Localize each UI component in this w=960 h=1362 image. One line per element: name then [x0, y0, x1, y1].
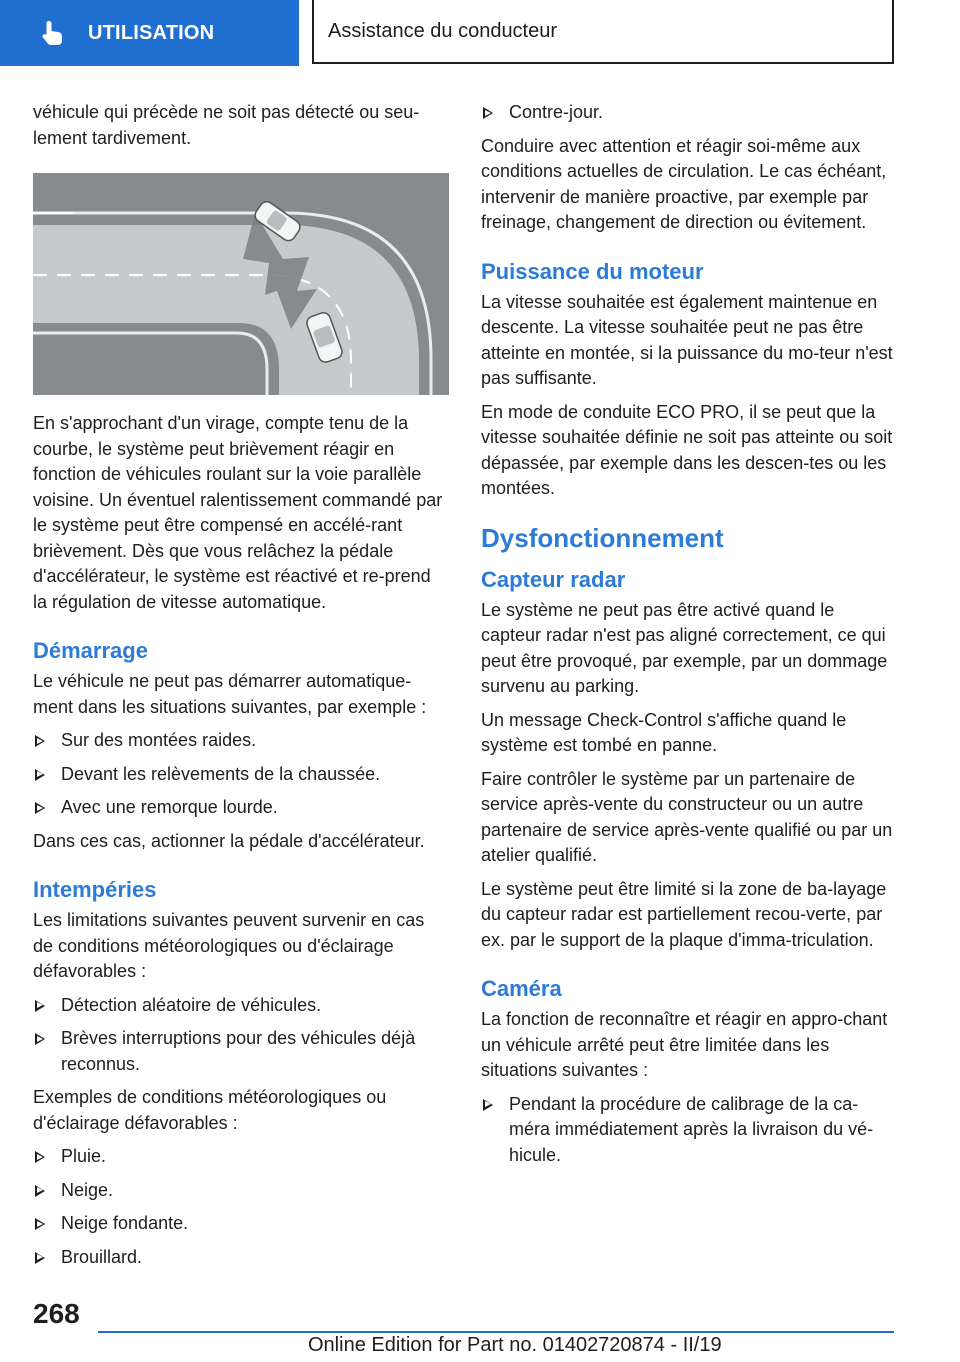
list-item: Brouillard.: [33, 1245, 449, 1271]
intemperies-text2: Exemples de conditions météorologiques ou d'éclairage défavorables :: [33, 1087, 387, 1133]
edition-text: Online Edition for Part no. 01402720874 - II/19: [308, 1334, 722, 1356]
curve-paragraph: En s'approchant d'un virage, compte tenu de la courbe, le système peut brièvement réagir en fonction de véhicules roulant sur la voie parallèle voisine. Un éventuel ralentissement commandé par le système peut être compensé en accélé-rant brièvement. Dès que vous relâchez la pédale d'accélérateur, le système est réactivé et re-prend la régulation de vitesse automatique.: [33, 413, 443, 612]
capteur-text4: Le système peut être limité si la zone de ba-layage du capteur radar est partiellement recou-verte, par ex. par le support de la plaque d'imma-triculation.: [481, 878, 887, 950]
page-number: 268: [33, 1298, 80, 1329]
list-item: Avec une remorque lourde.: [33, 795, 449, 821]
heading-camera: Caméra: [481, 976, 562, 1001]
left-column: [33, 100, 449, 1278]
triangle-bullet-icon: [35, 1218, 45, 1230]
demarrage-list: [33, 728, 449, 821]
list-item: Sur des montées raides.: [33, 728, 449, 754]
puissance-text2: En mode de conduite ECO PRO, il se peut que la vitesse souhaitée définie ne soit pas atteinte ou soit dépassée, par exemple dans les descen-tes ou les montées.: [481, 401, 893, 498]
page-header: [0, 0, 960, 70]
hand-pointer-icon: [38, 18, 68, 48]
capteur-text3: Faire contrôler le système par un partenaire de service après-vente du constructeur ou un autre partenaire de service après-vente qualifié ou par un atelier qualifié.: [481, 768, 893, 865]
list-item: Pendant la procédure de calibrage de la ca-méra immédiatement après la livraison du vé-hicule.: [481, 1092, 893, 1169]
list-item: Contre-jour.: [481, 100, 893, 126]
heading-demarrage: Démarrage: [33, 638, 148, 663]
heading-intemperies: Intempéries: [33, 877, 157, 902]
intemperies-list: [33, 993, 449, 1078]
camera-list: [481, 1092, 893, 1169]
triangle-bullet-icon: [483, 107, 493, 119]
curve-road-illustration: [33, 173, 449, 395]
right-column: [481, 100, 893, 1176]
contre-jour-list: [481, 100, 893, 126]
intro-paragraph: véhicule qui précède ne soit pas détecté ou seu-lement tardivement.: [33, 102, 420, 148]
list-item: Détection aléatoire de véhicules.: [33, 993, 449, 1019]
list-item: Devant les relèvements de la chaussée.: [33, 762, 449, 788]
triangle-bullet-icon: [35, 735, 45, 747]
list-item: Pluie.: [33, 1144, 449, 1170]
triangle-bullet-icon: [35, 1252, 45, 1264]
list-item: Brèves interruptions pour des véhicules déjà reconnus.: [33, 1026, 449, 1077]
triangle-bullet-icon: [35, 1000, 45, 1012]
triangle-bullet-icon: [35, 802, 45, 814]
triangle-bullet-icon: [35, 769, 45, 781]
camera-text: La fonction de reconnaître et réagir en appro-chant un véhicule arrêté peut être limitée dans les situations suivantes :: [481, 1009, 888, 1080]
triangle-bullet-icon: [483, 1099, 493, 1111]
section-tab: [0, 0, 299, 66]
conduire-paragraph: Conduire avec attention et réagir soi-même aux conditions actuelles de circulation. Le cas échéant, intervenir de manière proactive, par exemple par freinage, changement de direction ou évitement.: [481, 135, 887, 232]
conditions-list: [33, 1144, 449, 1270]
triangle-bullet-icon: [35, 1151, 45, 1163]
heading-capteur-radar: Capteur radar: [481, 566, 626, 592]
heading-dysfonctionnement: Dysfonctionnement: [481, 522, 724, 553]
demarrage-text: Le véhicule ne peut pas démarrer automatique-ment dans les situations suivantes, par exemple :: [33, 671, 427, 717]
section-label: UTILISATION: [88, 21, 215, 44]
chapter-title: Assistance du conducteur: [328, 19, 558, 42]
triangle-bullet-icon: [35, 1185, 45, 1197]
chapter-box: [312, 0, 894, 64]
heading-puissance: Puissance du moteur: [481, 258, 704, 284]
triangle-bullet-icon: [35, 1033, 45, 1045]
list-item: Neige.: [33, 1178, 449, 1204]
list-item: Neige fondante.: [33, 1211, 449, 1237]
footer-divider: [98, 1331, 894, 1333]
capteur-text2: Un message Check-Control s'affiche quand le système est tombé en panne.: [481, 709, 847, 755]
puissance-text1: La vitesse souhaitée est également maintenue en descente. La vitesse souhaitée peut ne pas être atteinte en montée, si la puissance du mo-teur n'est pas suffisante.: [481, 291, 893, 388]
demarrage-after: Dans ces cas, actionner la pédale d'accélérateur.: [33, 830, 425, 851]
intemperies-text: Les limitations suivantes peuvent survenir en cas de conditions météorologiques ou d'éclairage défavorables :: [33, 910, 425, 981]
capteur-text1: Le système ne peut pas être activé quand le capteur radar n'est pas aligné correctement, ce qui peut être provoqué, par exemple, par un dommage survenu au parking.: [481, 599, 888, 696]
